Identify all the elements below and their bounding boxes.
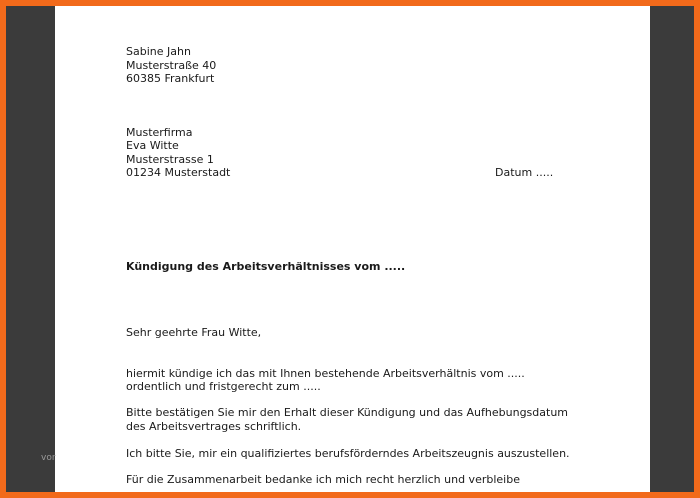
date-line: Datum ..... — [495, 166, 554, 179]
recipient-street: Musterstrasse 1 — [126, 153, 214, 166]
watermark-text: vor — [41, 453, 56, 463]
body-paragraph-4: Für die Zusammenarbeit bedanke ich mich recht herzlich und verbleibe — [126, 473, 520, 486]
body-paragraph-3: Ich bitte Sie, mir ein qualifiziertes berufsförderndes Arbeitszeugnis auszustellen. — [126, 447, 570, 460]
letter-page — [55, 6, 650, 492]
body-paragraph-2-line-2: des Arbeitsvertrages schriftlich. — [126, 420, 302, 433]
recipient-person: Eva Witte — [126, 139, 179, 152]
body-paragraph-1-line-1: hiermit kündige ich das mit Ihnen bestehende Arbeitsverhältnis vom ..... — [126, 367, 525, 380]
body-paragraph-2-line-1: Bitte bestätigen Sie mir den Erhalt dieser Kündigung und das Aufhebungsdatum — [126, 406, 569, 419]
recipient-city: 01234 Musterstadt — [126, 166, 231, 179]
salutation: Sehr geehrte Frau Witte, — [126, 326, 262, 339]
sender-city: 60385 Frankfurt — [126, 72, 215, 85]
sender-street: Musterstraße 40 — [126, 59, 217, 72]
sender-name: Sabine Jahn — [126, 45, 191, 58]
document-viewer — [6, 6, 694, 492]
recipient-company: Musterfirma — [126, 126, 193, 139]
subject-line: Kündigung des Arbeitsverhältnisses vom ..... — [126, 260, 406, 273]
body-paragraph-1-line-2: ordentlich und fristgerecht zum ..... — [126, 380, 321, 393]
